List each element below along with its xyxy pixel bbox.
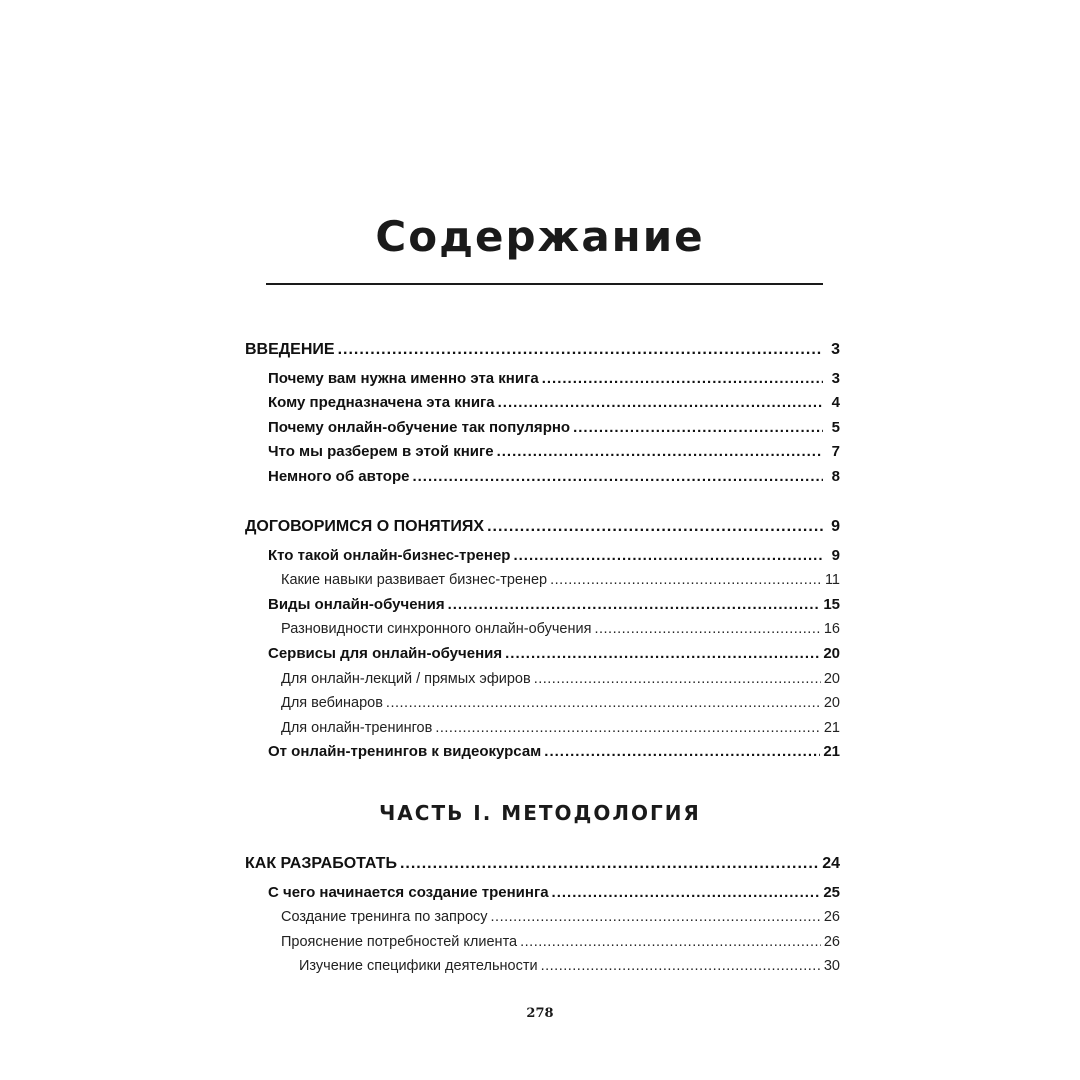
toc-entry <box>268 741 840 763</box>
toc-entry <box>268 441 840 463</box>
toc-leader-dots <box>491 906 821 928</box>
toc-entry-page: 24 <box>822 855 840 872</box>
title-divider <box>266 283 823 285</box>
toc-entry-page: 11 <box>824 572 840 588</box>
toc-entry <box>281 569 840 591</box>
toc-entry-title: КАК РАЗРАБОТАТЬ <box>245 855 397 872</box>
toc-entry <box>268 882 840 904</box>
toc-entry <box>268 392 840 414</box>
part-heading: ЧАСТЬ I. МЕТОДОЛОГИЯ <box>379 801 701 825</box>
toc-leader-dots <box>497 441 823 463</box>
toc-leader-dots <box>594 618 820 640</box>
toc-entry <box>268 643 840 665</box>
toc-leader-dots <box>513 545 823 567</box>
toc-leader-dots <box>541 955 821 977</box>
toc-leader-dots <box>412 466 823 488</box>
toc-entry-title: Кому предназначена эта книга <box>268 394 495 411</box>
toc-entry-page: 25 <box>823 884 840 901</box>
toc-entry-page: 8 <box>831 468 840 485</box>
toc-entry-title: От онлайн-тренингов к видеокурсам <box>268 743 542 760</box>
toc-entry <box>281 931 840 953</box>
toc-entry-page: 9 <box>831 518 840 535</box>
toc-leader-dots <box>435 717 821 739</box>
toc-entry-title: С чего начинается создание тренинга <box>268 884 549 901</box>
toc-entry <box>268 545 840 567</box>
toc-entry-title: Немного об авторе <box>268 468 410 485</box>
toc-leader-dots <box>520 931 821 953</box>
toc-entry-title: ДОГОВОРИМСЯ О ПОНЯТИЯХ <box>245 518 485 535</box>
toc-entry <box>245 853 840 875</box>
toc-entry <box>281 618 840 640</box>
toc-entry-page: 20 <box>823 671 840 687</box>
toc-entry-title: Почему вам нужна именно эта книга <box>268 370 539 387</box>
toc-entry-page: 20 <box>823 645 840 662</box>
toc-entry-page: 5 <box>831 419 840 436</box>
toc-entry-page: 21 <box>823 743 840 760</box>
toc-entry <box>281 906 840 928</box>
toc-leader-dots <box>487 516 823 538</box>
toc-entry-page: 3 <box>831 341 840 358</box>
toc-entry-page: 30 <box>823 958 840 974</box>
toc-entry <box>281 717 840 739</box>
toc-leader-dots <box>505 643 820 665</box>
toc-entry-page: 20 <box>823 695 840 711</box>
toc-leader-dots <box>534 668 821 690</box>
toc-leader-dots <box>386 692 821 714</box>
toc-entry-page: 16 <box>823 621 840 637</box>
toc-leader-dots <box>544 741 820 763</box>
toc-leader-dots <box>550 569 822 591</box>
toc-entry <box>281 668 840 690</box>
toc-entry-title: ВВЕДЕНИЕ <box>245 341 335 358</box>
toc-entry <box>268 417 840 439</box>
toc-entry-title: Создание тренинга по запросу <box>281 909 488 925</box>
toc-leader-dots <box>573 417 823 439</box>
page-number: 278 <box>526 1006 554 1021</box>
toc-entry-title: Прояснение потребностей клиента <box>281 934 518 950</box>
toc-entry <box>245 516 840 538</box>
toc-entry-page: 21 <box>823 720 840 736</box>
toc-entry-title: Для вебинаров <box>281 695 383 711</box>
toc-entry-title: Для онлайн-тренингов <box>281 720 433 736</box>
toc-entry <box>245 339 840 361</box>
toc-leader-dots <box>552 882 821 904</box>
toc-leader-dots <box>448 594 821 616</box>
toc-entry-page: 4 <box>831 394 840 411</box>
toc-entry <box>268 466 840 488</box>
toc-leader-dots <box>498 392 823 414</box>
toc-leader-dots <box>338 339 823 361</box>
toc-entry-title: Кто такой онлайн-бизнес-тренер <box>268 547 511 564</box>
toc-entry-page: 15 <box>823 596 840 613</box>
toc-entry-page: 9 <box>831 547 840 564</box>
toc-entry-title: Почему онлайн-обучение так популярно <box>268 419 571 436</box>
toc-entry-page: 26 <box>823 909 840 925</box>
toc-entry <box>299 955 840 977</box>
toc-entry-title: Какие навыки развивает бизнес-тренер <box>281 572 548 588</box>
toc-leader-dots <box>400 853 819 875</box>
toc-entry <box>268 594 840 616</box>
toc-entry-title: Что мы разберем в этой книге <box>268 443 494 460</box>
page-title: Содержание <box>375 212 705 261</box>
toc-entry <box>268 368 840 390</box>
toc-entry-page: 3 <box>831 370 840 387</box>
toc-entry-title: Разновидности синхронного онлайн-обучения <box>281 621 592 637</box>
toc-entry <box>281 692 840 714</box>
toc-entry-page: 7 <box>831 443 840 460</box>
toc-entry-title: Для онлайн-лекций / прямых эфиров <box>281 671 531 687</box>
toc-entry-page: 26 <box>823 934 840 950</box>
toc-entry-title: Виды онлайн-обучения <box>268 596 445 613</box>
toc-entry-title: Сервисы для онлайн-обучения <box>268 645 503 662</box>
toc-leader-dots <box>542 368 823 390</box>
toc-entry-title: Изучение специфики деятельности <box>299 958 538 974</box>
